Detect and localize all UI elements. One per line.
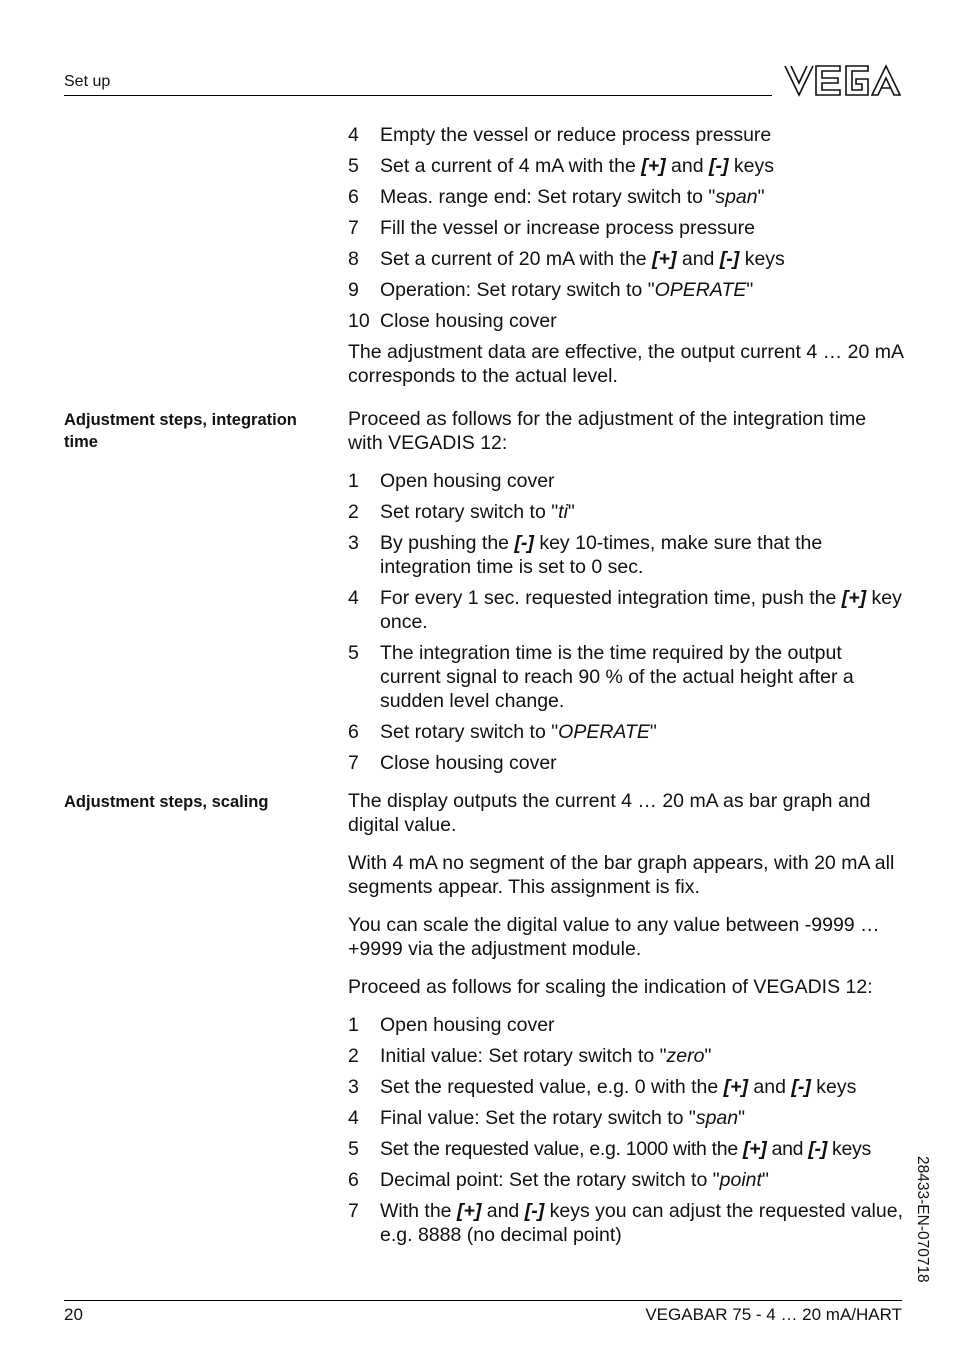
key-minus: [-] bbox=[524, 1200, 545, 1222]
step-text: and bbox=[748, 1076, 792, 1098]
note-paragraph: The adjustment data are effective, the output current 4 … 20 mA corresponds to the actual level. bbox=[348, 341, 904, 387]
switch-position: zero bbox=[666, 1045, 705, 1067]
paragraph: Proceed as follows for scaling the indication of VEGADIS 12: bbox=[348, 976, 873, 998]
step-text: Open housing cover bbox=[380, 1014, 555, 1036]
step-number: 3 bbox=[348, 532, 359, 554]
step-number: 7 bbox=[348, 1200, 359, 1222]
key-plus: [+] bbox=[723, 1076, 749, 1098]
list-item bbox=[348, 1137, 904, 1161]
step-text: and bbox=[481, 1200, 525, 1222]
key-plus: [+] bbox=[742, 1138, 767, 1160]
list-item bbox=[348, 123, 904, 154]
step-text: Fill the vessel or increase process pressure bbox=[380, 217, 755, 239]
step-number: 4 bbox=[348, 124, 359, 146]
list-item bbox=[348, 1106, 904, 1130]
step-text: " bbox=[757, 186, 765, 208]
key-plus: [+] bbox=[641, 155, 666, 177]
list-item bbox=[348, 154, 904, 185]
step-number: 4 bbox=[348, 1107, 359, 1129]
step-text: Initial value: Set rotary switch to " bbox=[380, 1045, 667, 1067]
step-text: keys bbox=[826, 1138, 871, 1160]
key-plus: [+] bbox=[456, 1200, 482, 1222]
switch-position: span bbox=[715, 186, 758, 208]
list-item bbox=[348, 247, 904, 278]
step-text: Set a current of 20 mA with the bbox=[380, 248, 653, 270]
step-text: and bbox=[676, 248, 720, 270]
key-minus: [-] bbox=[791, 1076, 811, 1098]
section-heading-integration: Adjustment steps, integration time bbox=[64, 411, 297, 451]
switch-position: point bbox=[719, 1169, 762, 1191]
list-item bbox=[348, 1168, 904, 1192]
step-number: 6 bbox=[348, 721, 359, 743]
page-number: 20 bbox=[64, 1305, 83, 1324]
paragraph: The display outputs the current 4 … 20 mA as bar graph and digital value. bbox=[348, 790, 871, 836]
list-item bbox=[348, 531, 904, 579]
step-text: Decimal point: Set the rotary switch to " bbox=[380, 1169, 720, 1191]
key-minus: [-] bbox=[719, 248, 740, 270]
document-code: 28433-EN-070718 bbox=[914, 1156, 931, 1283]
step-text: keys bbox=[739, 248, 785, 270]
step-text: Set the requested value, e.g. 1000 with the bbox=[380, 1138, 743, 1160]
step-text: " bbox=[567, 501, 575, 523]
step-text: Empty the vessel or reduce process pressure bbox=[380, 124, 772, 146]
block1-steps bbox=[348, 123, 904, 388]
integration-section bbox=[348, 407, 904, 775]
key-minus: [-] bbox=[708, 155, 729, 177]
step-number: 5 bbox=[348, 642, 359, 664]
switch-position: OPERATE bbox=[558, 721, 650, 743]
paragraph: You can scale the digital value to any value between -9999 … +9999 via the adjustment module. bbox=[348, 914, 880, 960]
step-number: 7 bbox=[348, 217, 359, 239]
list-item bbox=[348, 309, 904, 340]
step-text: Close housing cover bbox=[380, 752, 557, 774]
list-item bbox=[348, 1013, 904, 1037]
list-item bbox=[348, 278, 904, 309]
step-text: Close housing cover bbox=[380, 310, 557, 332]
step-text: The integration time is the time required by the output current signal to reach 90 % of the actual height after a sudden level change. bbox=[380, 642, 854, 712]
list-item bbox=[348, 586, 904, 634]
step-number: 1 bbox=[348, 1014, 359, 1036]
scaling-section bbox=[348, 789, 904, 1247]
list-item bbox=[348, 185, 904, 216]
switch-position: span bbox=[695, 1107, 739, 1129]
key-minus: [-] bbox=[514, 532, 534, 554]
step-number: 8 bbox=[348, 248, 359, 270]
step-text: " bbox=[746, 279, 754, 301]
step-number: 2 bbox=[348, 1045, 359, 1067]
step-text: Set rotary switch to " bbox=[380, 501, 559, 523]
step-number: 1 bbox=[348, 470, 359, 492]
step-text: key 10-times, make sure that the integration time is set to 0 sec. bbox=[380, 532, 823, 578]
intro-paragraph: Proceed as follows for the adjustment of the integration time with VEGADIS 12: bbox=[348, 408, 867, 454]
list-item bbox=[348, 1199, 904, 1247]
list-item bbox=[348, 500, 904, 524]
switch-position: ti bbox=[558, 501, 568, 523]
list-item bbox=[348, 1075, 904, 1099]
step-text: Operation: Set rotary switch to " bbox=[380, 279, 655, 301]
step-number: 6 bbox=[348, 186, 359, 208]
step-text: Final value: Set the rotary switch to " bbox=[380, 1107, 696, 1129]
step-number: 5 bbox=[348, 155, 359, 177]
key-minus: [-] bbox=[808, 1138, 827, 1160]
footer-rule bbox=[64, 1300, 902, 1301]
step-text: By pushing the bbox=[380, 532, 515, 554]
header-section-label: Set up bbox=[64, 73, 111, 90]
section-heading-scaling: Adjustment steps, scaling bbox=[64, 793, 269, 811]
switch-position: OPERATE bbox=[654, 279, 747, 301]
list-item bbox=[348, 751, 904, 775]
step-text: Set rotary switch to " bbox=[380, 721, 559, 743]
step-number: 4 bbox=[348, 587, 359, 609]
step-number: 5 bbox=[348, 1138, 359, 1160]
step-text: " bbox=[649, 721, 657, 743]
step-text: " bbox=[704, 1045, 712, 1067]
list-item bbox=[348, 216, 904, 247]
step-number: 3 bbox=[348, 1076, 359, 1098]
step-text: Open housing cover bbox=[380, 470, 555, 492]
key-plus: [+] bbox=[841, 587, 867, 609]
step-text: With the bbox=[380, 1200, 457, 1222]
step-text: keys you can adjust the requested value, e.g. 8888 (no decimal point) bbox=[380, 1200, 903, 1246]
step-number: 7 bbox=[348, 752, 359, 774]
key-plus: [+] bbox=[652, 248, 677, 270]
step-number: 6 bbox=[348, 1169, 359, 1191]
vega-logo bbox=[784, 64, 902, 98]
paragraph: With 4 mA no segment of the bar graph appears, with 20 mA all segments appear. This assignment is fix. bbox=[348, 852, 895, 898]
step-text: key once. bbox=[380, 587, 902, 633]
step-text: keys bbox=[728, 155, 774, 177]
header-rule bbox=[64, 95, 772, 96]
list-item bbox=[348, 1044, 904, 1068]
product-name: VEGABAR 75 - 4 … 20 mA/HART bbox=[645, 1305, 902, 1324]
step-text: and bbox=[766, 1138, 809, 1160]
step-text: " bbox=[761, 1169, 769, 1191]
step-text: keys bbox=[810, 1076, 857, 1098]
step-number: 10 bbox=[348, 310, 370, 332]
step-text: Set a current of 4 mA with the bbox=[380, 155, 642, 177]
step-number: 2 bbox=[348, 501, 359, 523]
list-item bbox=[348, 641, 904, 713]
step-text: " bbox=[738, 1107, 746, 1129]
step-number: 9 bbox=[348, 279, 359, 301]
list-item bbox=[348, 720, 904, 744]
step-text: Meas. range end: Set rotary switch to " bbox=[380, 186, 716, 208]
step-text: Set the requested value, e.g. 0 with the bbox=[380, 1076, 724, 1098]
step-text: For every 1 sec. requested integration time, push the bbox=[380, 587, 842, 609]
list-item bbox=[348, 469, 904, 493]
step-text: and bbox=[665, 155, 709, 177]
